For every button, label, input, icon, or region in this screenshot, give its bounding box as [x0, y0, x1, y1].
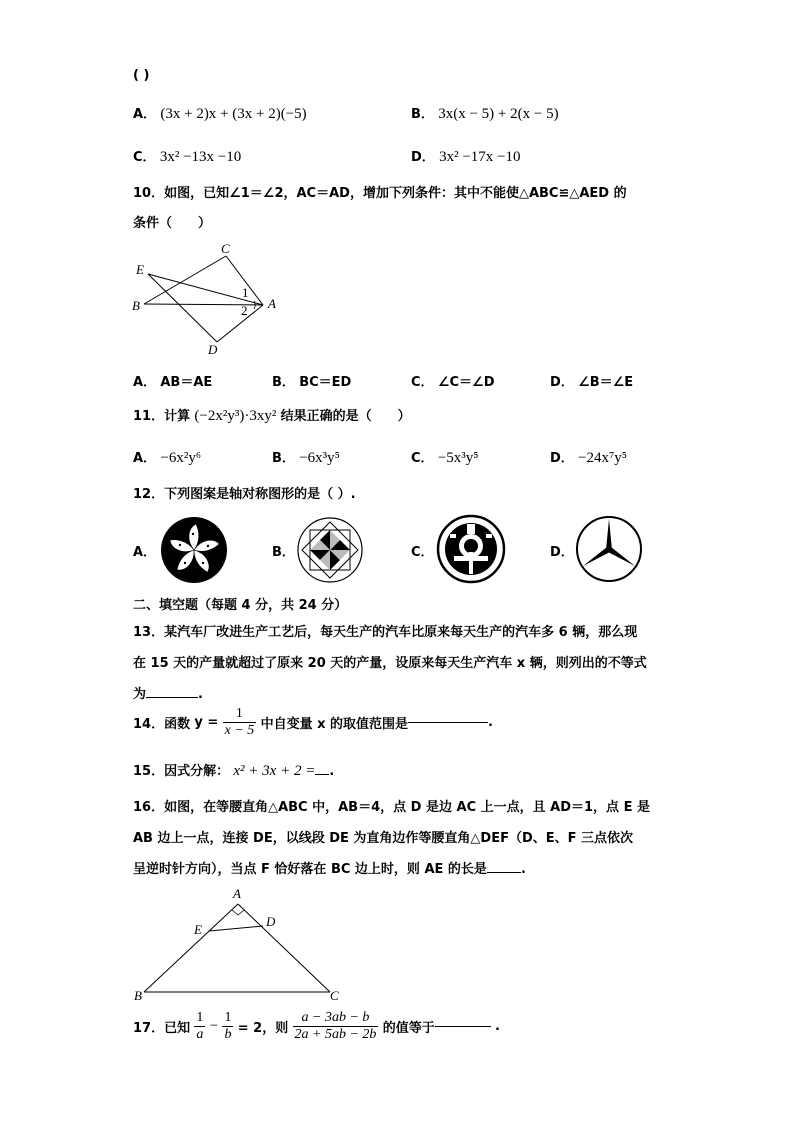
q11-option-a — [133, 447, 201, 467]
q11-option-b — [272, 447, 340, 467]
fraction-numerator: 1 — [196, 1010, 204, 1025]
option-label: C． — [133, 150, 156, 165]
q10-option-a — [133, 371, 212, 390]
answer-blank[interactable] — [435, 1026, 491, 1027]
option-text: −6x²y⁶ — [160, 450, 202, 466]
q17-prefix: 17．已知 — [133, 1021, 191, 1036]
option-text: ∠B＝∠E — [578, 375, 634, 390]
point-label-e: E — [194, 922, 202, 937]
option-text: 3x² −13x −10 — [159, 149, 242, 165]
q14-prefix: 14．函数 — [133, 717, 191, 732]
q15-end: . — [329, 764, 335, 779]
q9-option-a — [133, 103, 307, 123]
q14-stem — [133, 706, 493, 739]
q12-label-b: B． — [272, 545, 295, 560]
q14-fraction — [223, 706, 257, 739]
fraction-denominator: x − 5 — [224, 723, 255, 738]
q15-expression: x² + 3x + 2 = — [233, 763, 316, 779]
q16-line3-prefix: 呈逆时针方向），当点 F 恰好落在 BC 边上时，则 AE 的长是 — [133, 862, 487, 877]
q17-fraction-1 — [194, 1010, 205, 1043]
q17-end: . — [495, 1019, 500, 1034]
option-label: D． — [550, 375, 574, 390]
answer-blank[interactable] — [146, 697, 198, 698]
fraction-numerator: a − 3ab − b — [293, 1010, 379, 1027]
point-label-a: A — [233, 886, 241, 901]
option-label: A． — [133, 375, 157, 390]
q10-stem-line1: 10．如图，已知∠1＝∠2，AC＝AD，增加下列条件：其中不能使△ABC≌△AED 的 — [133, 186, 627, 201]
point-label-d: D — [208, 342, 218, 357]
answer-blank[interactable] — [315, 774, 329, 775]
point-label-e: E — [136, 262, 144, 277]
point-label-a: A — [268, 296, 276, 311]
q13-line1: 13．某汽车厂改进生产工艺后，每天生产的汽车比原来每天生产的汽车多 6 辆，那么现 — [133, 625, 638, 640]
q17-stem — [133, 1010, 500, 1043]
point-label-d: D — [266, 914, 276, 929]
fraction-numerator: 1 — [223, 706, 257, 723]
option-text: −24x⁷y⁵ — [578, 450, 628, 466]
option-label: D． — [411, 150, 435, 165]
option-text: 3x² −17x −10 — [439, 149, 521, 165]
q12-stem: 12．下列图案是轴对称图形的是（ ）. — [133, 487, 356, 502]
q11-option-c — [411, 447, 479, 467]
q17-eq: = 2，则 — [237, 1021, 289, 1036]
option-text: −5x³y⁵ — [437, 450, 479, 466]
answer-blank[interactable] — [487, 872, 521, 873]
q9-option-b — [411, 103, 559, 123]
option-text: AB＝AE — [160, 375, 213, 390]
q12-label-c: C． — [411, 545, 434, 560]
option-text: −6x³y⁵ — [299, 450, 340, 466]
q11-stem — [133, 405, 411, 425]
option-text: ∠C＝∠D — [437, 375, 495, 390]
q14-suffix: 中自变量 x 的取值范围是 — [260, 717, 408, 732]
q15-prefix: 15．因式分解： — [133, 764, 230, 779]
q9-paren: ( ) — [133, 68, 150, 83]
point-label-c: C — [221, 241, 230, 256]
q10-option-b — [272, 371, 351, 390]
option-text: (3x + 2)x + (3x + 2)(−5) — [160, 106, 307, 122]
q17-suffix: 的值等于 — [382, 1021, 435, 1036]
q13-line3-prefix: 为 — [133, 687, 147, 702]
answer-blank[interactable] — [408, 722, 488, 723]
section-2-heading: 二、填空题（每题 4 分，共 24 分） — [133, 598, 348, 613]
railway-emblem-icon — [436, 514, 506, 584]
option-text: BC＝ED — [299, 375, 352, 390]
q12-label-d: D． — [550, 545, 574, 560]
q9-option-d — [411, 146, 521, 166]
option-label: B． — [272, 451, 295, 466]
three-pointed-star-emblem-icon — [574, 514, 644, 584]
q14-end: . — [488, 715, 493, 730]
option-label: B． — [411, 107, 434, 122]
point-label-b: B — [132, 298, 140, 313]
fraction-denominator: b — [224, 1027, 232, 1042]
option-label: A． — [133, 451, 157, 466]
q11-suffix: 结果正确的是（ ） — [280, 409, 411, 424]
q11-option-d — [550, 447, 627, 467]
fraction-denominator: a — [196, 1027, 204, 1042]
q11-prefix: 11．计算 — [133, 409, 191, 424]
option-label: A． — [133, 107, 157, 122]
angle-label-1: 1 — [242, 285, 249, 300]
q14-y-eq: y = — [194, 715, 219, 730]
fraction-numerator: 1 — [224, 1010, 232, 1025]
option-label: D． — [550, 451, 574, 466]
q17-fraction-3 — [293, 1010, 379, 1043]
q17-minus: − — [209, 1018, 219, 1034]
q15-stem — [133, 760, 334, 780]
q11-expression: (−2x²y³)·3xy² — [194, 408, 277, 424]
q16-figure — [130, 882, 350, 1004]
q16-line2: AB 边上一点，连接 DE，以线段 DE 为直角边作等腰直角△DEF（D、E、F 三点依次 — [133, 831, 634, 846]
q10-figure — [130, 240, 280, 358]
q16-line3-end: . — [520, 862, 526, 877]
q13-line2: 在 15 天的产量就超过了原来 20 天的产量，设原来每天生产汽车 x 辆，则列出的不等式 — [133, 656, 647, 671]
q12-label-a: A． — [133, 545, 157, 560]
point-label-b: B — [134, 988, 142, 1003]
q17-fraction-2 — [222, 1010, 233, 1043]
q16-line1: 16．如图，在等腰直角△ABC 中，AB＝4，点 D 是边 AC 上一点，且 AD＝1，点 E 是 — [133, 800, 650, 815]
fraction-denominator: 2a + 5ab − 2b — [294, 1027, 377, 1042]
angle-label-2: 2 — [241, 303, 248, 318]
option-label: C． — [411, 375, 434, 390]
option-text: 3x(x − 5) + 2(x − 5) — [438, 106, 559, 122]
q10-option-c — [411, 371, 494, 390]
q16-line3 — [133, 858, 526, 877]
option-label: B． — [272, 375, 295, 390]
point-label-c: C — [330, 988, 339, 1003]
q10-stem-line2: 条件（ ） — [133, 216, 212, 231]
q9-option-c — [133, 146, 241, 166]
pinwheel-emblem-icon — [296, 516, 364, 584]
q10-option-d — [550, 371, 633, 390]
q13-line3-suffix: . — [198, 687, 203, 702]
bauhinia-emblem-icon — [160, 516, 228, 584]
q13-line3 — [133, 683, 203, 702]
option-label: C． — [411, 451, 434, 466]
